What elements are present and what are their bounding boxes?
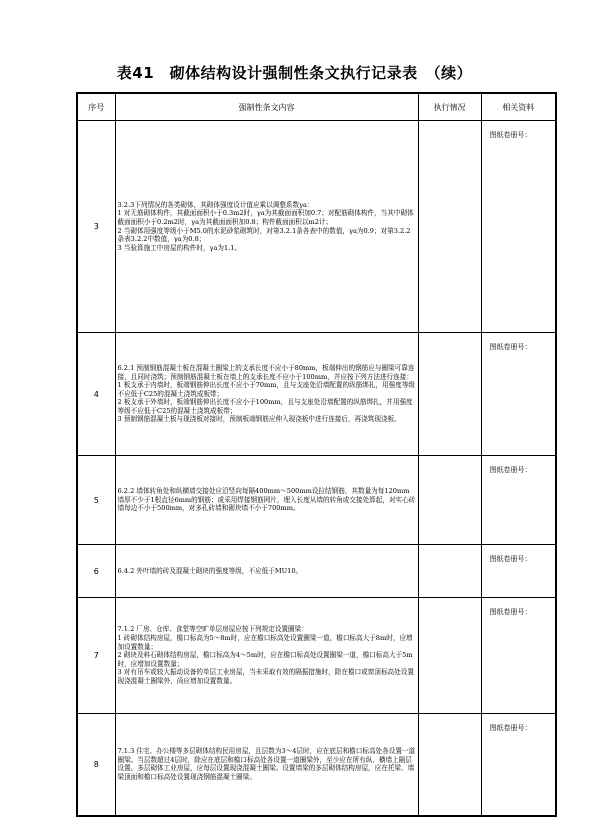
record-table <box>76 92 557 817</box>
table-row <box>77 598 556 714</box>
execution-cell[interactable] <box>418 545 481 598</box>
header-content: 强制性条文内容 <box>115 93 418 121</box>
execution-cell[interactable] <box>418 598 481 714</box>
clause-line: 1 板支承于内墙时，板端钢筋伸出长度不应小于70mm，且与支座处沿墙配置的纵筋绑扎，用强度等级不应低于C25的混凝土浇筑成板带； <box>117 381 416 398</box>
clause-line: 7.1.3 住宅、办公楼等多层砌体结构民用房屋，且层数为3～4层时，应在底层和檐口标高处各设置一道圈梁。当层数超过4层时，除应在底层和檐口标高处各设置一道圈梁外，至少应在所有纵、横墙上隔层设置。多层砌体工业房屋，应每层设置现浇混凝土圈梁。设置墙梁的多层砌体结构房屋，应在托梁、墙梁顶面和檐口标高处设置现浇钢筋混凝土圈梁。 <box>117 747 416 781</box>
execution-cell[interactable] <box>418 121 481 333</box>
clause-line: 1 砖砌体结构房屋，檐口标高为5～8m时，应在檐口标高处设置圈梁一道，檐口标高大于8m时，应增加设置数量； <box>117 634 413 651</box>
header-reference: 相关资料 <box>481 93 556 121</box>
row-seq: 7 <box>77 598 115 714</box>
table-header-row <box>77 93 556 121</box>
table-row <box>77 333 556 456</box>
row-seq: 3 <box>77 121 115 333</box>
table-row <box>77 714 556 816</box>
clause-line: 3 当验算施工中房屋的构件时，γa为1.1。 <box>117 243 242 252</box>
execution-cell[interactable] <box>418 456 481 545</box>
clause-line: 2 当砌体用强度等级小于M5.0的水泥砂浆砌筑时，对第3.2.1条各表中的数值，γa为0.9；对第3.2.2条表3.2.2中数值，γa为0.8； <box>117 226 411 244</box>
clause-content <box>115 456 418 545</box>
header-seq: 序号 <box>77 93 115 121</box>
clause-line: 1 对无筋砌体构件，其截面面积小于0.3m2时，γa为其截面面积加0.7；对配筋砌体构件，当其中砌体截面面积小于0.2m2时，γa为其截面面积加0.8；构件截面面积以m2计； <box>117 209 414 226</box>
clause-line: 7.1.2 厂房、仓库、食堂等空旷单层房屋应按下列规定设置圈梁： <box>117 625 308 634</box>
reference-cell: 图纸卷册号： <box>481 598 556 714</box>
clause-line: 3 预制钢筋混凝土板与现浇板对接时，预制板端钢筋应伸入现浇板中进行连接后，再浇筑现浇板。 <box>117 415 401 424</box>
reference-cell: 图纸卷册号： <box>481 714 556 816</box>
clause-content <box>115 121 418 333</box>
table-row <box>77 456 556 545</box>
clause-line: 2 板支承于外墙时，板端钢筋伸出长度不应小于100mm，且与支座处沿墙配置的纵筋绑扎，并用强度等级不应低于C25的混凝土浇筑成板带； <box>117 398 413 415</box>
clause-line: 2 砌块及料石砌体结构房屋，檐口标高为4～5m时，应在檐口标高处设置圈梁一道，檐口标高大于5m时，应增加设置数量； <box>117 651 413 668</box>
header-execution: 执行情况 <box>418 93 481 121</box>
reference-cell: 图纸卷册号： <box>481 545 556 598</box>
row-seq: 4 <box>77 333 115 456</box>
execution-cell[interactable] <box>418 333 481 456</box>
table-row <box>77 545 556 598</box>
clause-line: 3 对有吊车或较大振动设备的单层工业房屋，当未采取有效的隔振措施时，除在檐口或窗顶标高处设置现浇混凝土圈梁外，尚应增加设置数量。 <box>117 668 414 685</box>
row-seq: 8 <box>77 714 115 816</box>
reference-cell: 图纸卷册号： <box>481 121 556 333</box>
table-row <box>77 121 556 333</box>
clause-content <box>115 714 418 816</box>
clause-line: 6.2.1 预制钢筋混凝土板在混凝土圈梁上的支承长度不应小于80mm，板端伸出的钢筋应与圈梁可靠连接，且同时浇筑；预制钢筋混凝土板在墙上的支承长度不应小于100mm，并应按下列方法进行连接： <box>117 363 415 381</box>
row-seq: 6 <box>77 545 115 598</box>
clause-content <box>115 545 418 598</box>
page-title: 表41 砌体结构设计强制性条文执行记录表 （续） <box>116 64 473 82</box>
clause-content <box>115 333 418 456</box>
reference-cell: 图纸卷册号： <box>481 333 556 456</box>
clause-line: 3.2.3下列情况的各类砌体，其砌体强度设计值应乘以调整系数γa： <box>117 200 314 209</box>
execution-cell[interactable] <box>418 714 481 816</box>
clause-content <box>115 598 418 714</box>
reference-cell: 图纸卷册号： <box>481 456 556 545</box>
clause-line: 6.4.2 外叶墙的砖及混凝土砌块的强度等级，不应低于MU10。 <box>117 566 303 575</box>
clause-line: 6.2.2 墙体转角处和纵横墙交接处应沿竖向每隔400mm～500mm设拉结钢筋，其数量为每120mm墙厚不少于1根直径6mm的钢筋；或采用焊接钢筋网片，埋入长度从墙的转角或交接处算起，对实心砖墙每边不小于500mm，对多孔砖墙和砌块墙不小于700mm。 <box>117 487 416 513</box>
row-seq: 5 <box>77 456 115 545</box>
